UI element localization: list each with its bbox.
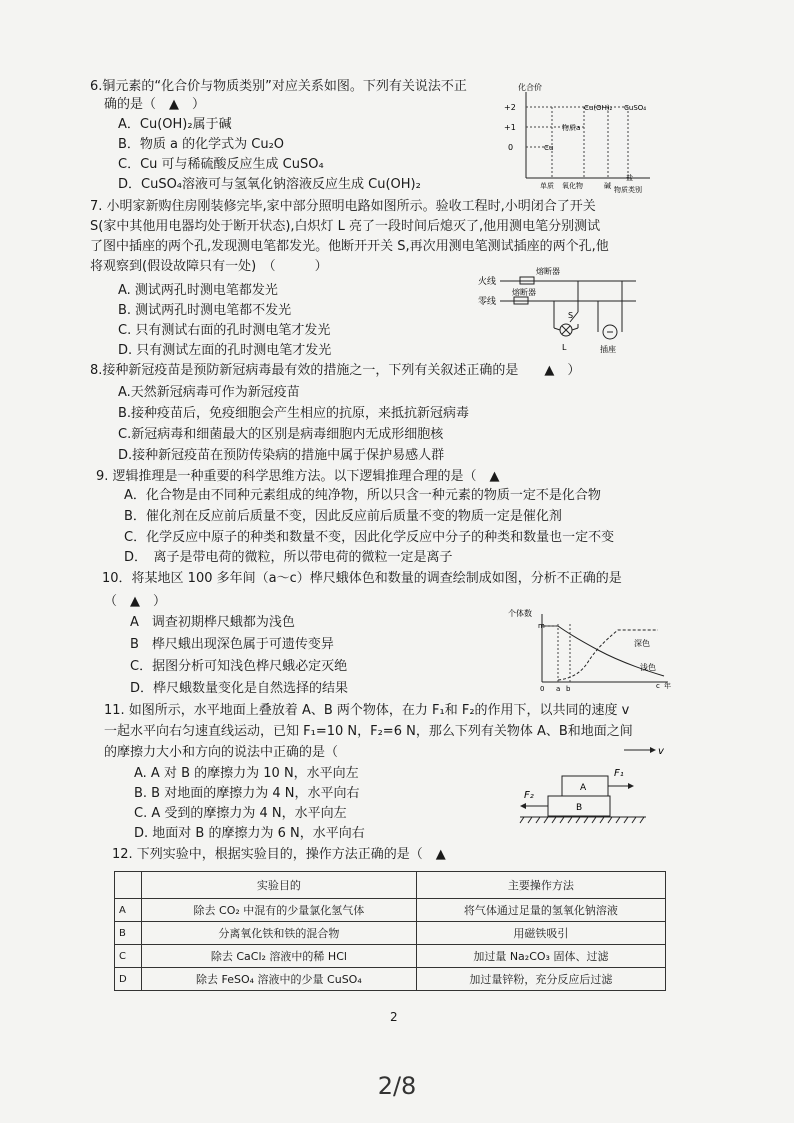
q6-ylabel: 化合价 bbox=[518, 83, 542, 92]
row-goal: 除去 FeSO₄ 溶液中的少量 CuSO₄ bbox=[142, 968, 417, 991]
q10-ylabel: 个体数 bbox=[508, 609, 532, 618]
q7-socket-label: 插座 bbox=[600, 345, 616, 354]
q7-lamp-label: L bbox=[562, 343, 567, 352]
table-header-method: 主要操作方法 bbox=[416, 872, 665, 899]
q10-xunit: 年 bbox=[664, 682, 671, 690]
q9-stem: 9. 逻辑推理是一种重要的科学思维方法。以下逻辑推理合理的是（ ▲ bbox=[96, 469, 500, 484]
q11-block-b: B bbox=[576, 803, 583, 813]
q11-option-d: D. 地面对 B 的摩擦力为 6 N，水平向右 bbox=[134, 826, 365, 841]
row-method: 用磁铁吸引 bbox=[416, 922, 665, 945]
table-row bbox=[115, 968, 666, 991]
q6-point-cu: Cu bbox=[544, 144, 554, 152]
q7-option-b: B. 测试两孔时测电笔都不发光 bbox=[118, 303, 292, 318]
q10-option-a: A 调查初期桦尺蛾都为浅色 bbox=[130, 615, 295, 630]
q6-point-cuoh2: Cu(OH)₂ bbox=[584, 104, 613, 112]
page-number: 2 bbox=[390, 1010, 398, 1024]
q9-option-d: D． 离子是带电荷的微粒，所以带电荷的微粒一定是离子 bbox=[124, 550, 453, 565]
q7-live-label: 火线 bbox=[478, 277, 497, 287]
row-goal: 除去 CO₂ 中混有的少量氯化氢气体 bbox=[142, 899, 417, 922]
q12-experiment-table bbox=[114, 871, 666, 991]
q7-circuit-diagram bbox=[476, 264, 646, 356]
q7-switch-label: S bbox=[568, 311, 574, 320]
q9-option-c: C．化学反应中原子的种类和数量不变，因此化学反应中分子的种类和数量也一定不变 bbox=[124, 530, 615, 545]
q10-xb: b bbox=[566, 685, 571, 692]
q6-option-c: C．Cu 可与稀硫酸反应生成 CuSO₄ bbox=[118, 157, 324, 172]
q11-f1-label: F₁ bbox=[614, 768, 624, 779]
q6-point-a: 物质a bbox=[562, 124, 581, 132]
row-key: D bbox=[115, 968, 142, 991]
q10-light-label: 浅色 bbox=[640, 663, 656, 672]
q6-ytick-2: +2 bbox=[504, 103, 516, 112]
q10-ytick-m: m bbox=[538, 622, 545, 630]
q10-option-b: B 桦尺蛾出现深色属于可遗传变异 bbox=[130, 637, 334, 652]
q7-stem-line3: 了图中插座的两个孔,发现测电笔都发光。他断开开关 S,再次用测电笔测试插座的两个孔,他 bbox=[90, 239, 609, 254]
q11-option-b: B. B 对地面的摩擦力为 4 N，水平向右 bbox=[134, 786, 360, 801]
q11-stem-line2: 一起水平向右匀速直线运动，已知 F₁=10 N，F₂=6 N，那么下列有关物体 A、B和地面之间 bbox=[104, 724, 633, 739]
row-goal: 除去 CaCl₂ 溶液中的稀 HCl bbox=[142, 945, 417, 968]
q7-stem-line2: S(家中其他用电器均处于断开状态),白炽灯 L 亮了一段时间后熄灭了,他用测电笔分别测试 bbox=[90, 219, 601, 234]
table-row bbox=[115, 922, 666, 945]
table-row bbox=[115, 945, 666, 968]
q6-stem-line2: 确的是（ ▲ ） bbox=[104, 97, 205, 112]
q7-stem-line4: 将观察到(假设故障只有一处) （ ） bbox=[90, 259, 328, 274]
row-key: C bbox=[115, 945, 142, 968]
row-key: A bbox=[115, 899, 142, 922]
q9-option-b: B．催化剂在反应前后质量不变，因此反应前后质量不变的物质一定是催化剂 bbox=[124, 509, 562, 524]
q7-option-d: D. 只有测试左面的孔时测电笔才发光 bbox=[118, 343, 332, 358]
q10-dark-label: 深色 bbox=[634, 639, 650, 648]
q8-option-d: D.接种新冠疫苗在预防传染病的措施中属于保护易感人群 bbox=[118, 448, 445, 463]
q7-fuse1-label: 熔断器 bbox=[536, 267, 560, 276]
q10-x0: 0 bbox=[540, 685, 545, 692]
q7-neutral-label: 零线 bbox=[478, 297, 497, 307]
q10-xa: a bbox=[556, 685, 561, 692]
row-method: 将气体通过足量的氢氧化钠溶液 bbox=[416, 899, 665, 922]
q8-option-c: C.新冠病毒和细菌最大的区别是病毒细胞内无成形细胞核 bbox=[118, 427, 444, 442]
q11-velocity-label: v bbox=[658, 746, 664, 757]
table-row bbox=[115, 899, 666, 922]
q10-option-c: C．据图分析可知浅色桦尺蛾必定灭绝 bbox=[130, 659, 348, 674]
q6-ytick-0: 0 bbox=[508, 143, 514, 152]
q7-option-c: C. 只有测试右面的孔时测电笔才发光 bbox=[118, 323, 331, 338]
q11-stem-line3: 的摩擦力大小和方向的说法中正确的是（ bbox=[104, 745, 339, 760]
q6-xtick-oxide: 氧化物 bbox=[562, 182, 583, 190]
q7-fuse2-label: 熔断器 bbox=[512, 288, 536, 297]
q6-point-cuso4: CuSO₄ bbox=[624, 104, 647, 112]
row-goal: 分离氧化铁和铁的混合物 bbox=[142, 922, 417, 945]
q6-option-a: A．Cu(OH)₂属于碱 bbox=[118, 117, 232, 132]
table-header-row bbox=[115, 872, 666, 899]
q10-xc: c bbox=[656, 682, 660, 690]
q6-xtick-element: 单质 bbox=[540, 182, 554, 190]
q11-f2-label: F₂ bbox=[524, 790, 534, 801]
q6-ytick-1: +1 bbox=[504, 123, 516, 132]
q6-stem-line1: 6.铜元素的“化合价与物质类别”对应关系如图。下列有关说法不正 bbox=[90, 79, 467, 94]
q8-stem: 8.接种新冠疫苗是预防新冠病毒最有效的措施之一，下列有关叙述正确的是 ▲ ） bbox=[90, 363, 581, 378]
q11-option-a: A. A 对 B 的摩擦力为 10 N，水平向左 bbox=[134, 766, 359, 781]
table-header-goal: 实验目的 bbox=[142, 872, 417, 899]
q7-stem-line1: 7. 小明家新购住房刚装修完毕,家中部分照明电路如图所示。验收工程时,小明闭合了开关 bbox=[90, 199, 596, 214]
q10-option-d: D．桦尺蛾数量变化是自然选择的结果 bbox=[130, 681, 349, 696]
q11-force-diagram bbox=[516, 740, 668, 832]
q11-stem-line1: 11. 如图所示，水平地面上叠放着 A、B 两个物体，在力 F₁和 F₂的作用下，以共同的速度 v bbox=[104, 703, 630, 718]
q10-population-chart bbox=[508, 606, 676, 692]
q7-option-a: A. 测试两孔时测电笔都发光 bbox=[118, 283, 278, 298]
q6-xtick-base: 碱 bbox=[604, 182, 611, 190]
row-method: 加过量 Na₂CO₃ 固体、过滤 bbox=[416, 945, 665, 968]
q6-option-d: D．CuSO₄溶液可与氢氧化钠溶液反应生成 Cu(OH)₂ bbox=[118, 177, 421, 192]
table-header-key bbox=[115, 872, 142, 899]
q6-valence-chart bbox=[500, 82, 660, 194]
q6-xtick-salt: 盐 bbox=[626, 174, 633, 182]
q10-stem-line2: （ ▲ ） bbox=[104, 594, 166, 609]
q11-block-a: A bbox=[580, 783, 587, 793]
q9-option-a: A．化合物是由不同种元素组成的纯净物，所以只含一种元素的物质一定不是化合物 bbox=[124, 488, 601, 503]
row-key: B bbox=[115, 922, 142, 945]
q6-xlabel: 物质类别 bbox=[614, 186, 642, 194]
q12-stem: 12. 下列实验中，根据实验目的，操作方法正确的是（ ▲ bbox=[112, 847, 446, 862]
q11-option-c: C. A 受到的摩擦力为 4 N，水平向左 bbox=[134, 806, 347, 821]
page-counter: 2/8 bbox=[377, 1072, 417, 1100]
q8-option-b: B.接种疫苗后，免疫细胞会产生相应的抗原，来抵抗新冠病毒 bbox=[118, 406, 470, 421]
row-method: 加过量锌粉，充分反应后过滤 bbox=[416, 968, 665, 991]
q10-stem-line1: 10．将某地区 100 多年间（a～c）桦尺蛾体色和数量的调查绘制成如图，分析不正确的是 bbox=[102, 571, 622, 586]
q6-option-b: B．物质 a 的化学式为 Cu₂O bbox=[118, 137, 285, 152]
q8-option-a: A.天然新冠病毒可作为新冠疫苗 bbox=[118, 385, 300, 400]
